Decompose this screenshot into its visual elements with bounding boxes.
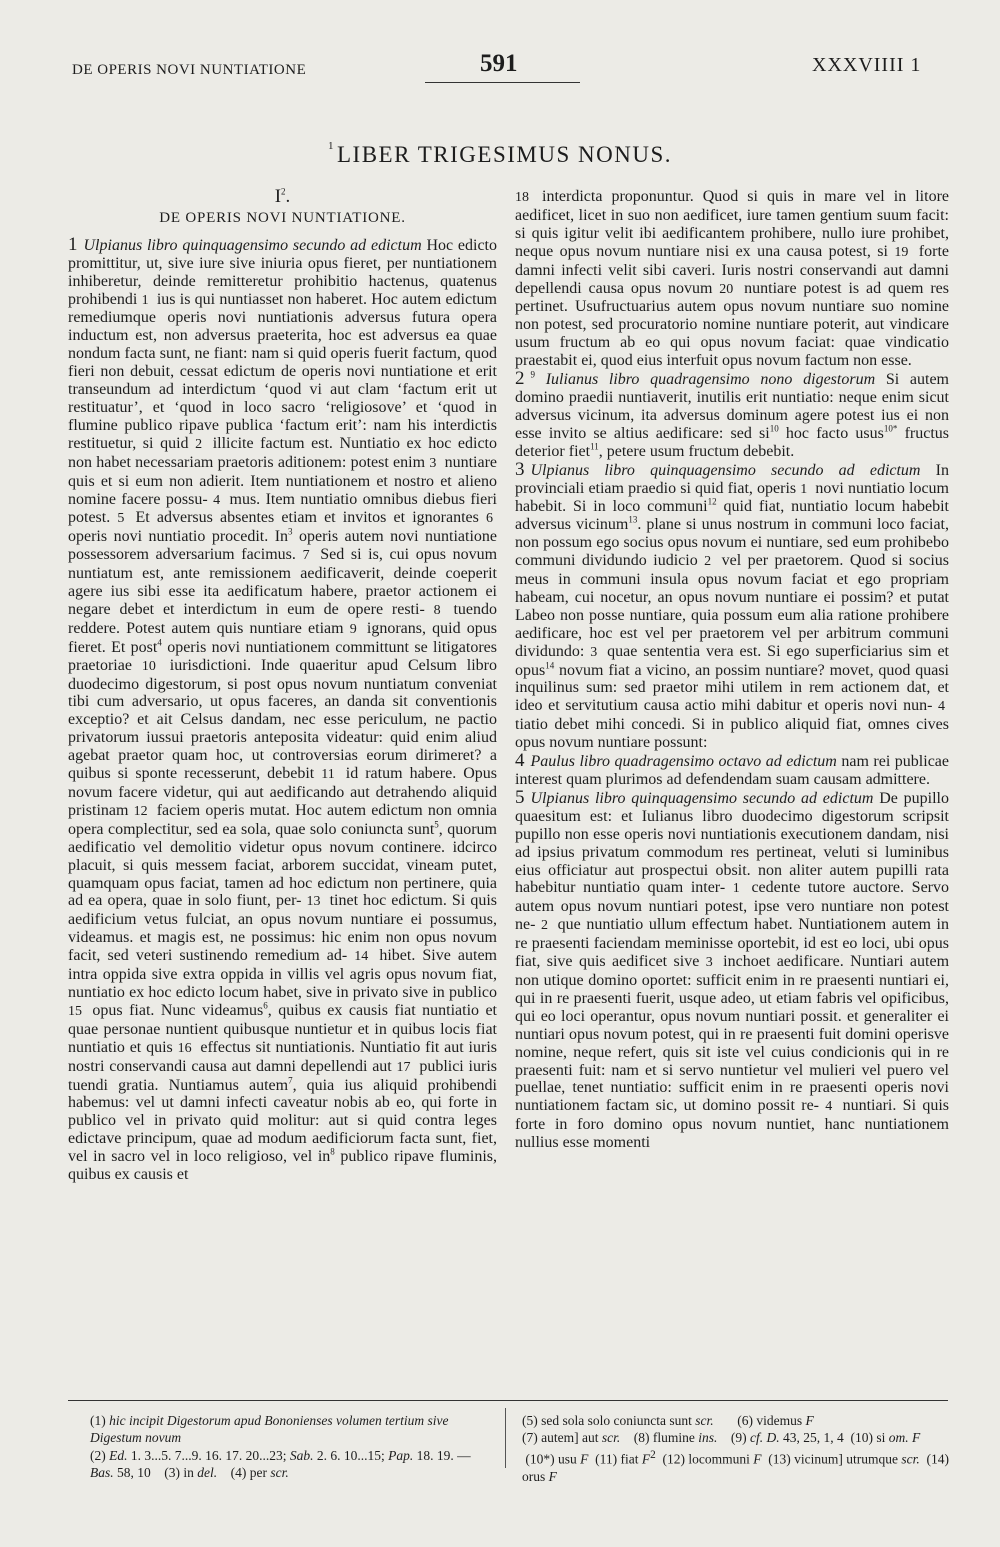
footnote-rule — [68, 1400, 948, 1401]
book-title-note-marker: 1 — [327, 140, 335, 152]
footnotes-left — [90, 1412, 495, 1482]
left-column-paragraph: 1 Ulpianus libro quinquagensimo secundo ad edictum Hoc edicto promittitur, ut, sive iure sive iniuria opus fieret, per nuntiationem inhiberetur, deinde remitteretur prohibitio hactenus, quatenus prohibendi 1 ius is qui nuntiasset non haberet. Hoc autem edictum remediumque operis novi nuntiationis adversus futura opera inductum est, non adversus praeterita, hoc est adversus ea quae nondum facta sunt, ne fiant: nam si quid operis fuerit factum, quod fieri non debuit, cessat edictum de operis novi nuntiatione et erit transeundum ad interdictum ‘quod vi aut clam ‘factum erit ut restituatur’, et ‘quod in loco sacro ‘religiosove’ et ‘quod in flumine publico ripave publica ‘factum erit’: nam his interdictis restituetur, si quid 2 illicite factum est. Nuntiatio ex hoc edicto non habet necessariam praetoris aditionem: potest enim 3 nuntiare quis et si eum non adierit. Item nuntiationem et nostro et alieno nomine facere possu- 4 mus. Item nuntiatio omnibus diebus fieri potest. 5 Et adversus absentes etiam et invitos et ignorantes 6 operis novi nuntiatio procedit. In$^3$ operis autem novi nuntiatione possessorem adversarium facimus. 7 Sed si is, cui opus novum nuntiatum est, ante remissionem aedificaverit, deinde coeperit agere ius sibi esse ita aedificatum habere, praetor actionem ei negare debet et interdictum in eum de opere resti- 8 tuendo reddere. Potest autem quis nuntiare etiam 9 ignorans, quid opus fieret. Et post$^4$ operis novi nuntiationem committunt se litigatores praetoriae 10 iurisdictioni. Inde quaeritur apud Celsum libro duodecimo digestorum, si post opus novum nuntiatum conveniat tibi cum adversario, ut opus faceres, an danda sit conventionis exceptio? et ait Celsus dandam, nec esse periculum, ne pactio privatorum iussui praetoris anteposita videatur: quid enim aliud agebat praetor quam hoc, ut controversias eorum dirimeret? a quibus si sponte recesserunt, debebit 11 id ratum habere. Opus novum facere videtur, qui aut aedificando aut detrahendo aliquid pristinam 12 faciem operis mutat. Hoc autem edictum non omnia opera complectitur, sed ea sola, quae solo coniuncta sunt$^5$, quorum aedificatio vel demolitio videtur opus novum continere. idcirco placuit, si quis messem faciat, arborem succidat, vineam putet, quamquam opus faciat, tamen ad hoc edictum non pertinere, quia ad ea opera, quae in solo fiunt, per- 13 tinet hoc edictum. Si quis aedificium vetus fulciat, an opus novum nuntiare ei possumus, videamus. et magis est, ne possimus: hic enim non opus novum facit, sed veteri sustinendo remedium ad- 14 hibet. Sive autem intra oppida sive extra oppida in villis vel agris opus novum fiat, nuntiatio ex hoc edicto locum habet, sive in privato sive in publico 15 opus fiat. Nunc videamus$^6$, quibus ex causis fiat nuntiatio et quae personae nuntient quibusque nuntietur et in quibus locis fiat nuntiatio et quis 16 effectus sit nuntiationis. Nuntiatio fit aut iuris nostri conservandi causa aut damni depellendi aut 17 publici iuris tuendi gratia. Nuntiamus autem$^7$, quia ius aliquid prohibendi habemus: vel ut damni infecti caveatur nobis ab eo, qui forte in publico vel in privato quid molitur: aut si quid contra leges edictave principum, quae ad modum aedificiorum facta sunt, fiet, vel in sacro vel in loco religioso, vel $in^8$ publico ripave fluminis, quibus ex causis et — [68, 233, 498, 1184]
footnotes-right — [522, 1412, 952, 1485]
page-number: 591 — [480, 50, 518, 77]
footnotes-left-paragraph: (1) hic incipit Digestorum apud Bononienses volumen tertium sive Digestum novum — [90, 1413, 449, 1446]
running-title: DE OPERIS NOVI NUNTIATIONE — [72, 62, 307, 78]
right-column-paragraph: 3 Ulpianus libro quinquagensimo secundo ad edictum In provinciali etiam praedio si quid fiat, operis 1 novi nuntiatio locum habebit. Si in loco communi$^{12}$ quid fiat, nuntiatio locum habebit adversus vicinum$^{13}$. plane si unus nostrum in communi loco faciat, non possum ego socius opus novum ei nuntiare, sed eum prohibebo communi dividundo iudicio 2 vel per praetorem. Quod si socius meus in communi insula opus novum faciat et ego propriam habeam, cui nocetur, an opus novum nuntiare ei possim? et putat Labeo non posse nuntiare, quia possum eum alia ratione prohibere aedificare, hoc est vel per praetorem vel per arbitrum communi dividundo: 3 quae sententia vera est. Si ego superficiarius sim et opus$^{14}$ novum fiat a vicino, an possim nuntiare? movet, quod quasi inquilinus sum: sed praetor mihi utilem in rem actionem dat, et ideo et servitutium causa actio mihi dabitur et operis novi nun- 4 tiatio debet mihi concedi. Si in publico aliquid fiat, omnes cives opus novum nuntiare possunt: — [515, 458, 950, 752]
right-column-paragraph: 4 Paulus libro quadragensimo octavo ad edictum nam rei publicae interest quam plurimos ad defendendam suam causam admittere. — [515, 750, 949, 788]
left-column-text — [68, 233, 498, 1184]
book-title-text: LIBER TRIGESIMUS NONUS. — [336, 142, 673, 167]
book-chapter-ref: XXXVIIII 1 — [812, 54, 922, 76]
footnote-divider — [505, 1408, 506, 1468]
right-column — [515, 188, 949, 1152]
footnotes-left-paragraph: (2) Ed. 1. 3...5. 7...9. 16. 17. 20...23; Sab. 2. 6. 10...15; Pap. 18. 19. — Bas. 58, 10 (3) in del. (4) per scr. — [90, 1447, 471, 1481]
footnotes-right-paragraph: (5) sed sola solo coniuncta sunt scr. (6) videmus F — [522, 1413, 814, 1428]
section-title: DE OPERIS NOVI NUNTIATIONE. — [159, 209, 406, 226]
section-number: $I^2$. — [274, 186, 291, 207]
book-title — [0, 142, 1000, 168]
footnotes-right-paragraph: (7) autem] aut scr. (8) flumine ins. (9) cf. D. 43, 25, 1, 4 (10) si om. F (10*) usu F (11) fiat $F^2$ (12) locommuni F (13) vicinum] utrumque scr. (14) orus F — [522, 1430, 949, 1484]
page-number-rule — [425, 82, 580, 83]
left-column — [68, 188, 497, 1184]
right-column-paragraph: 5 Ulpianus libro quinquagensimo secundo ad edictum De pupillo quaesitum est: et Iulianus libro duodecimo digestorum scripsit pupillo non esse operis novi nuntiationis executionem dandam, nisi ad ipsius privatum commodum res pertineat, veluti si luminibus eius officiatur aut prospectui obsit. non aliter autem pupilli rata habebitur nuntiatio quam inter- 1 cedente tutore auctore. Servo autem opus novum nuntiari potest, ipse vero nuntiare non potest ne- 2 que nuntiatio ullum effectum habet. Nuntiationem autem in re praesenti faciendam meminisse oportebit, id est eo loci, ubi opus fiat, sive quis aedificet sive 3 inchoet aedificare. Nuntiari autem non utique domino oportet: sufficit enim in re praesenti nuntiari ei, qui in re praesenti fuerit, usque adeo, ut etiam fabris vel opificibus, qui eo loci operantur, opus novum nuntiari possit. et generaliter ei nuntiari opus novum potest, qui in re praesenti fuit domini operisve nomine, neque refert, quis sit iste vel cuius condicionis qui in re praesenti fuit: nam et si servo nuntietur vel mulieri vel puero vel puellae, tenet nuntiatio: sufficit enim in re praesenti operis novi nuntiationem factam sic, ut domino possit re- 4 nuntiari. Si quis forte in foro domino opus novum nuntiet, hanc nuntiationem nullius esse momenti — [515, 786, 950, 1152]
right-column-paragraph: 18 interdicta proponuntur. Quod si quis in mare vel in litore aedificet, licet in suo non aedificet, iure tamen gentium suum facit: si quis igitur velit ibi aedificantem prohibere, nullo iure prohibet, neque opus novum nuntiare nisi ex una causa potest, si 19 forte damni infecti velit sibi caveri. Iuris nostri conservandi aut damni depellendi causa opus novum 20 nuntiare potest is ad quem res pertinet. Usufructuarius autem opus novum nuntiare suo nomine non potest, sed procuratorio nomine nuntiare poterit, aut vindicare usum fructum ab eo qui opus novum faciat: quae vindicatio praestabit ei, quod eius interfuit opus novum factum non esse. — [515, 188, 950, 370]
running-header — [0, 50, 1000, 90]
right-column-paragraph: 2 $^9$ Iulianus libro quadragensimo nono digestorum Si autem domino praedii nuntiaverit, inutilis erit nuntiatio: neque enim sicut adversus vicinum, ita adversus dominum agere potest ius ei non esse invito se altius aedificare: sed $si^{10}$ hoc facto usus$^{10*}$ fructus deterior fiet$^{11}$, petere usum fructum debebit. — [515, 368, 950, 460]
